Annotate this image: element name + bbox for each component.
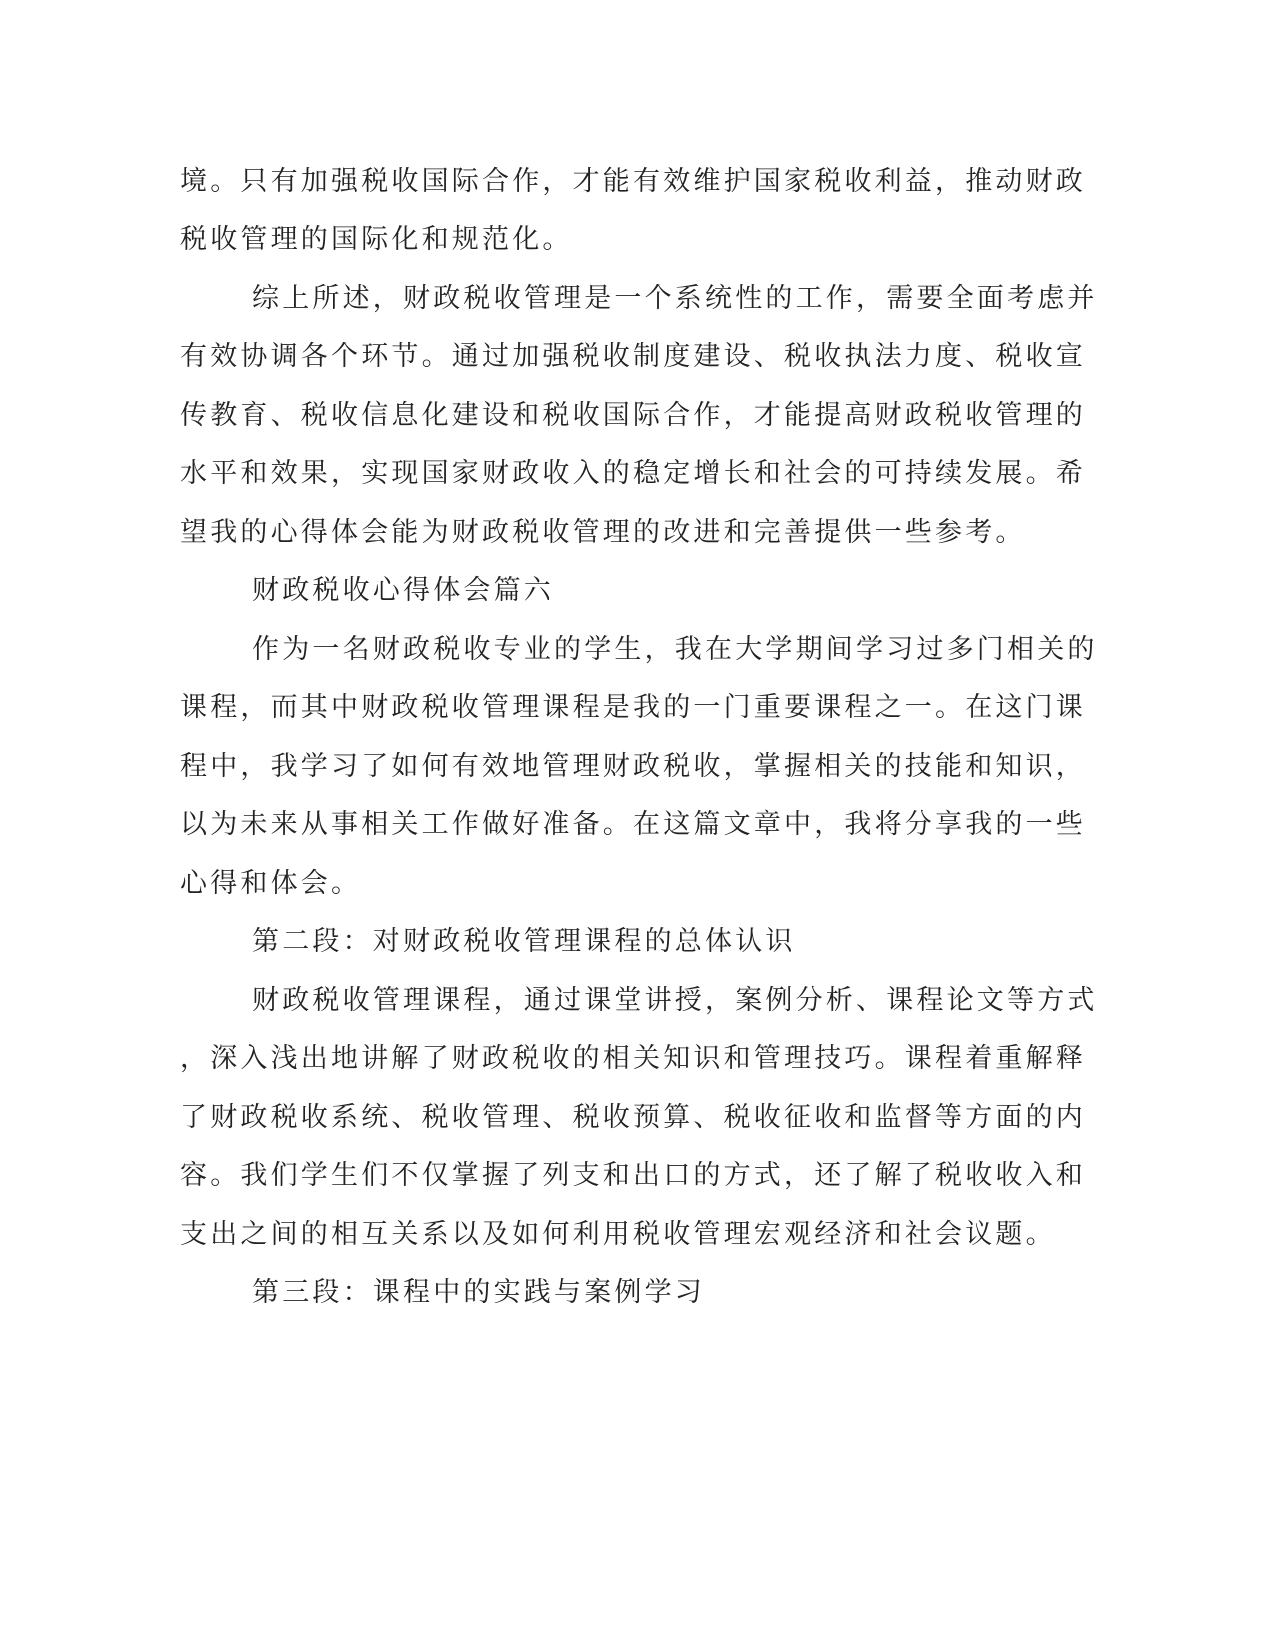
paragraph-line: 望我的心得体会能为财政税收管理的改进和完善提供一些参考。 bbox=[180, 517, 1026, 548]
paragraph-line: 程中，我学习了如何有效地管理财政税收，掌握相关的技能和知识， bbox=[180, 751, 1086, 782]
paragraph-line: 支出之间的相互关系以及如何利用税收管理宏观经济和社会议题。 bbox=[180, 1219, 1056, 1250]
paragraph-line: 课程，而其中财政税收管理课程是我的一门重要课程之一。在这门课 bbox=[180, 692, 1086, 723]
paragraph-line: 心得和体会。 bbox=[180, 868, 362, 899]
paragraph-line: 以为未来从事相关工作做好准备。在这篇文章中，我将分享我的一些 bbox=[180, 809, 1086, 840]
paragraph-line: 了财政税收系统、税收管理、税收预算、税收征收和监督等方面的内 bbox=[180, 1102, 1086, 1133]
paragraph-line: 有效协调各个环节。通过加强税收制度建设、税收执法力度、税收宣 bbox=[180, 341, 1086, 372]
paragraph-line: 作为一名财政税收专业的学生，我在大学期间学习过多门相关的 bbox=[252, 634, 1098, 665]
paragraph-line: ，深入浅出地讲解了财政税收的相关知识和管理技巧。课程着重解释 bbox=[180, 1043, 1086, 1074]
paragraph-line: 水平和效果，实现国家财政收入的稳定增长和社会的可持续发展。希 bbox=[180, 458, 1086, 489]
paragraph-line: 税收管理的国际化和规范化。 bbox=[180, 224, 573, 255]
paragraph-line: 财政税收管理课程，通过课堂讲授，案例分析、课程论文等方式 bbox=[252, 985, 1098, 1016]
paragraph-line: 容。我们学生们不仅掌握了列支和出口的方式，还了解了税收收入和 bbox=[180, 1160, 1086, 1191]
section-heading: 第三段：课程中的实践与案例学习 bbox=[252, 1277, 705, 1308]
paragraph-line: 综上所述，财政税收管理是一个系统性的工作，需要全面考虑并 bbox=[252, 283, 1098, 314]
paragraph-line: 境。只有加强税收国际合作，才能有效维护国家税收利益，推动财政 bbox=[180, 166, 1086, 197]
section-heading: 财政税收心得体会篇六 bbox=[252, 575, 554, 606]
section-heading: 第二段：对财政税收管理课程的总体认识 bbox=[252, 926, 796, 957]
paragraph-line: 传教育、税收信息化建设和税收国际合作，才能提高财政税收管理的 bbox=[180, 400, 1086, 431]
